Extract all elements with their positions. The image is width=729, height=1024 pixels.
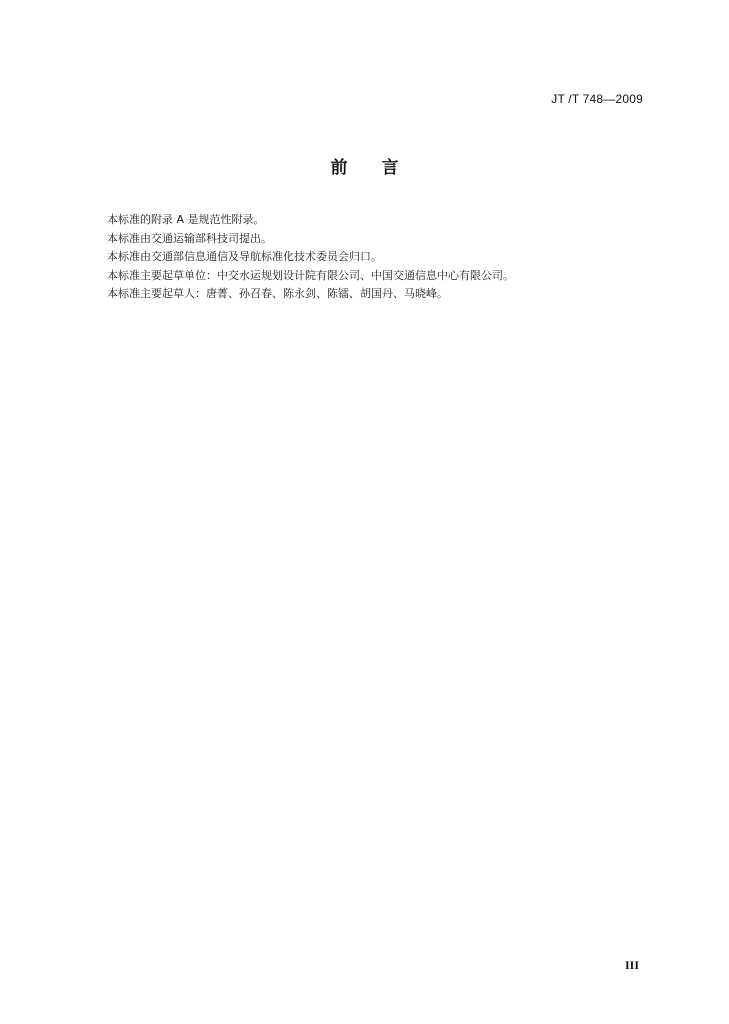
paragraph-administered-by: 本标准由交通部信息通信及导航标准化技术委员会归口。 [107,250,382,263]
page-number: III [624,958,639,972]
page-title: 前 言 [330,158,399,178]
paragraph-proposed-by: 本标准由交通运输部科技司提出。 [107,231,272,245]
standard-code: JT /T 748—2009 [551,92,643,106]
paragraph-appendix: 本标准的附录 A 是规范性附录。 [107,213,265,226]
paragraph-drafters: 本标准主要起草人：唐菁、孙召春、陈永剑、陈镭、胡国丹、马晓峰。 [107,287,448,300]
paragraph-drafting-units: 本标准主要起草单位：中交水运规划设计院有限公司、中国交通信息中心有限公司。 [107,268,514,282]
foreword-body [107,211,647,304]
